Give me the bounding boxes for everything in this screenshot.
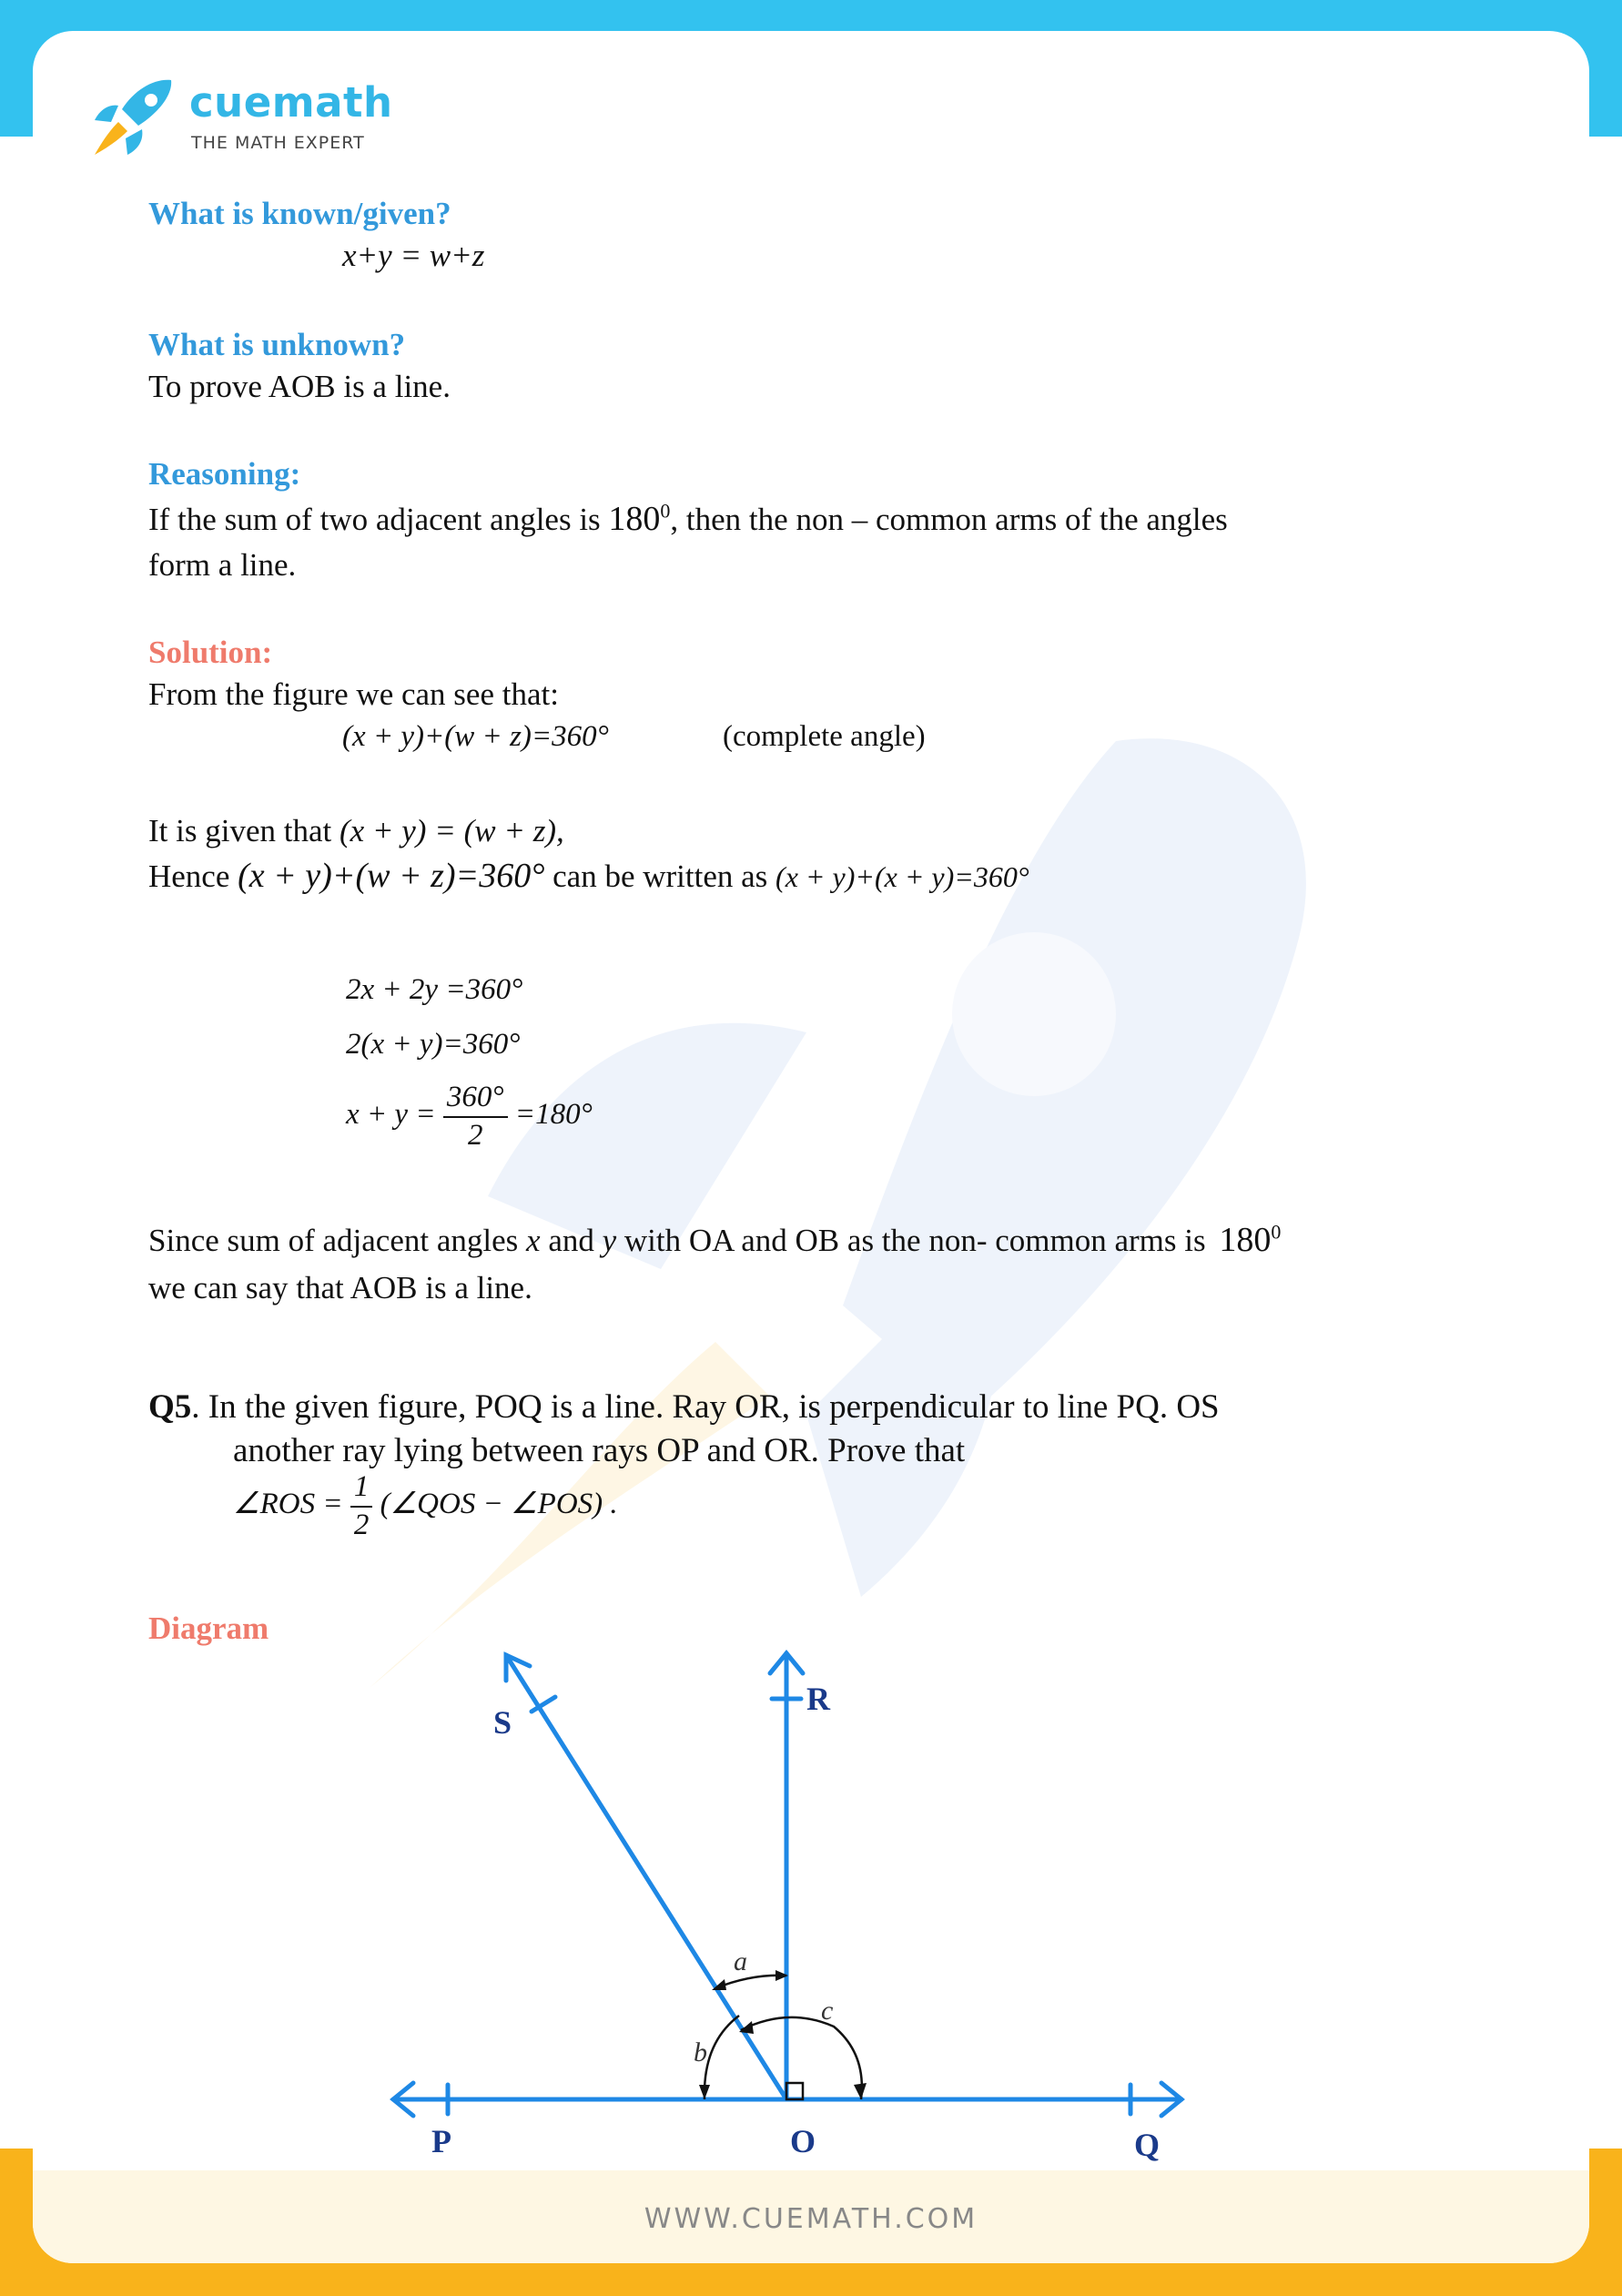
page-card [33,31,1589,2263]
q5-text-line2: another ray lying between rays OP and OR. Prove that [233,1432,966,1469]
q5-formula-rhs: (∠QOS − ∠POS) . [380,1488,618,1521]
arc-b [705,2016,739,2099]
reasoning-heading: Reasoning: [148,456,301,492]
arc-c-arrow-1 [854,2083,867,2099]
angle-label-b: b [694,2037,707,2067]
q5-formula-denominator: 2 [353,1508,370,1541]
diagram-heading: Diagram [148,1610,269,1646]
label-q: Q [1134,2127,1161,2163]
ray-os [506,1655,786,2099]
step3-numerator: 360° [443,1080,508,1118]
q5-label: Q5 [148,1388,192,1426]
brand-name: cuemath [189,78,393,127]
label-s: S [493,1704,512,1741]
reasoning-text-before: If the sum of two adjacent angles is [148,502,601,537]
hence-equation-1: (x + y)+(w + z)=360° [238,857,545,895]
label-p: P [431,2123,451,2159]
solution-equation-1: (x + y)+(w + z)=360° [342,720,609,753]
brand-tagline: THE MATH EXPERT [191,133,365,153]
step3-lhs: x + y = [346,1098,436,1132]
step3-denominator: 2 [467,1118,483,1152]
reasoning-text-after: , then the non – common arms of the angles [670,502,1228,537]
hence-mid: can be written as [552,858,768,894]
conclusion-text-a: Since sum of adjacent angles [148,1223,519,1258]
conclusion-value: $180^0$ [1219,1220,1282,1259]
given-prefix: It is given that [148,813,332,848]
step3-rhs: =180° [514,1098,593,1132]
solution-step-2: 2(x + y)=360° [346,1028,521,1061]
q5-formula-lhs: ∠ROS = [233,1488,343,1521]
unknown-heading: What is unknown? [148,327,406,362]
conclusion-and: and [548,1223,594,1258]
unknown-text: To prove AOB is a line. [148,369,451,404]
conclusion-x: x [526,1223,541,1258]
known-equation: x+y = w+z [342,238,485,273]
conclusion-text-b: with OA and OB as the non- common arms is [623,1223,1206,1258]
right-angle-mark [786,2083,803,2099]
solution-intro: From the figure we can see that: [148,676,559,712]
q5-text-line1: . In the given figure, POQ is a line. Ray OR, is perpendicular to line PQ. OS [191,1388,1220,1426]
angle-label-c: c [821,1996,834,2026]
angle-label-a: a [734,1946,747,1976]
q5-formula-numerator: 1 [350,1469,373,1508]
label-o: O [790,2123,816,2159]
given-equation: (x + y) = (w + z), [339,813,564,848]
known-heading: What is known/given? [148,196,451,231]
solution-heading: Solution: [148,635,273,670]
conclusion-y: y [602,1223,617,1258]
reasoning-value: $180^0$ [608,499,671,538]
solution-equation-1-note: (complete angle) [723,720,926,753]
conclusion-line2: we can say that AOB is a line. [148,1270,532,1305]
hence-prefix: Hence [148,858,230,894]
reasoning-line2: form a line. [148,547,297,583]
footer-website: WWW.CUEMATH.COM [644,2203,978,2235]
label-r: R [806,1681,830,1717]
hence-equation-2: (x + y)+(x + y)=360° [776,860,1029,893]
geometry-diagram [33,31,1589,2263]
solution-step-1: 2x + 2y =360° [346,973,523,1006]
